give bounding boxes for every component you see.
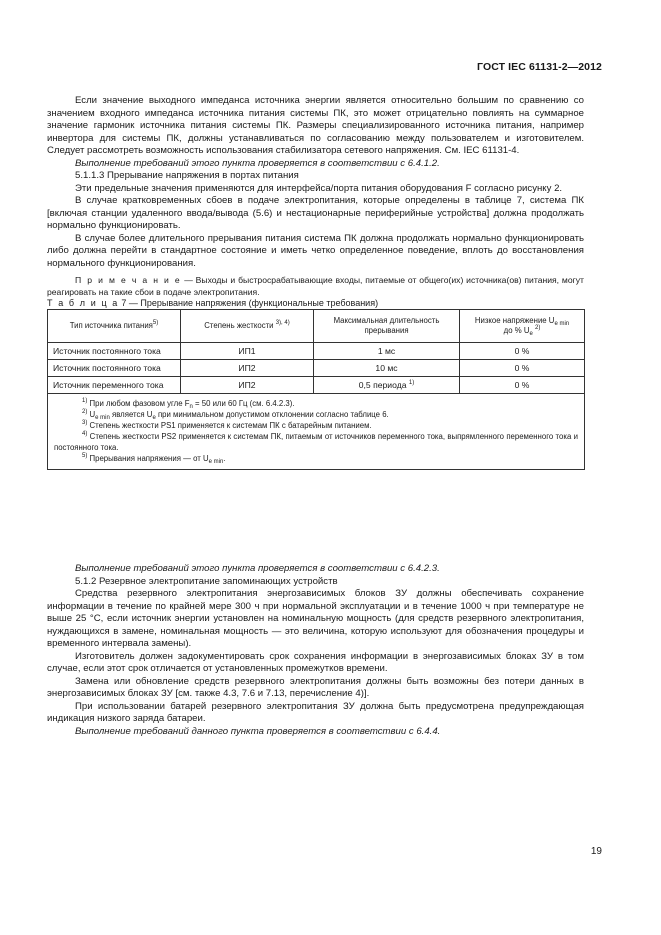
- table-caption-label: Т а б л и ц а: [47, 298, 119, 308]
- paragraph-replacement: Замена или обновление средств резервного электропитания должны быть возможны без потери данных в энергозависимых блоках ЗУ [см. также 4.3, 7.6 и 7.13, перечисление 4)].: [47, 675, 584, 699]
- paragraph-long-interruptions: В случае более длительного прерывания питания система ПК должна продолжать нормально функционировать либо должна перейти в стандартное состояние и иметь четко определенное поведение, вплоть до восстановления нормального функционирования.: [47, 232, 584, 269]
- main-text-bottom: [47, 563, 584, 738]
- paragraph-verification-6-4-4: Выполнение требований данного пункта проверяется в соответствии с 6.4.4.: [75, 725, 441, 737]
- cell-severity-level: ИП1: [181, 343, 314, 360]
- paragraph-verification-6-4-1-2: Выполнение требований этого пункта проверяется в соответствии с 6.4.1.2.: [75, 157, 440, 169]
- table-footnotes: [48, 394, 585, 470]
- paragraph-limits: Эти предельные значения применяются для интерфейса/порта питания оборудования F согласно рисунку 2.: [75, 182, 563, 194]
- cell-duration: 10 мс: [314, 360, 460, 377]
- footnote-2: $^{2)}$ $U_{e min}$ является $U_e$ при минимальном допустимом отклонении согласно таблице 6.: [82, 409, 389, 421]
- header-low-voltage: Низкое напряжение $U_{e min}$ до % $U_e$ $^{2)}$: [460, 310, 585, 343]
- paragraph-retention-docs: Изготовитель должен задокументировать срок сохранения информации в энергозависимых блоках ЗУ в том случае, если этот срок отличается от установленных промежутков времени.: [47, 650, 584, 674]
- note-label: П р и м е ч а н и е: [75, 275, 182, 285]
- footnote-5: $^{5)}$ Прерывания напряжения — от $U_{e min}$.: [82, 453, 226, 465]
- section-heading-5-1-2: 5.1.2 Резервное электропитание запоминающих устройств: [75, 575, 338, 587]
- cell-power-type: Источник постоянного тока: [48, 360, 181, 377]
- table-row: [48, 343, 585, 360]
- cell-severity-level: ИП2: [181, 377, 314, 394]
- cell-power-type: Источник постоянного тока: [48, 343, 181, 360]
- paragraph-impedance: Если значение выходного импеданса источника энергии является относительно большим по сравнению со значением входного импеданса источника питания системы ПК, это может отрицательно повлиять на суммарное значение гармоник источника питания системы ПК. Размеры специализированного источника питания, например инвертора для системы ПК, должны устанавливаться по согласованию между пользователем и изготовителем. Следует рассмотреть возможность использования стабилизатора сетевого напряжения. См. IEC 61131-4.: [47, 95, 584, 156]
- page-number: 19: [590, 846, 602, 857]
- cell-severity-level: ИП2: [181, 360, 314, 377]
- table-row: [48, 360, 585, 377]
- note: [47, 275, 584, 298]
- paragraph-low-battery: При использовании батарей резервного электропитания ЗУ должна быть предусмотрена предупреждающая индикация низкого заряда батареи.: [47, 700, 584, 724]
- table-header-row: [48, 310, 585, 343]
- header-severity-level: Степень жесткости $^{3), 4)}$: [181, 310, 314, 343]
- footnote-1: $^{1)}$ При любом фазовом угле $F_n = 50$ или 60 Гц (см. 6.4.2.3).: [82, 398, 295, 410]
- cell-duration: 1 мс: [314, 343, 460, 360]
- table-caption: [47, 298, 584, 309]
- paragraph-backup-power: Средства резервного электропитания энергозависимых блоков ЗУ должны обеспечивать сохранение информации в течение по крайней мере 300 ч при нормальной эксплуатации и в течение 1000 ч при температуре не выше 25 °C, если источник энергии установлен на номинальную мощность (для средств резервного электропитания, нуждающихся в замене, номинальная мощность — это величина, которую используют для обозначения процедуры и временного интервала замены).: [47, 588, 584, 649]
- footnote-3: $^{3)}$ Степень жесткости PS1 применяется к системам ПК с батарейным питанием.: [82, 420, 372, 430]
- cell-power-type: Источник переменного тока: [48, 377, 181, 394]
- header-max-duration: Максимальная длительность прерывания: [314, 310, 460, 343]
- cell-voltage: 0 %: [460, 343, 585, 360]
- paragraph-short-interruptions: В случае кратковременных сбоев в подаче электропитания, которые определены в таблице 7, система ПК [включая станции удаленного ввода/вывода (5.6) и нестационарные периферийные устройства] должна продолжать нормально функционировать.: [47, 195, 584, 231]
- table-row: [48, 377, 585, 394]
- cell-voltage: 0 %: [460, 360, 585, 377]
- note-text: — Выходы и быстросрабатывающие входы, питаемые от общего(их) источника(ов) питания, могут реагировать на такие сбои в подаче электропитания.: [47, 275, 584, 297]
- footnote-4: $^{4)}$ Степень жесткости PS2 применяется к системам ПК, питаемым от источников переменного тока, выпрямленного переменного тока и постоянного тока.: [54, 431, 578, 452]
- cell-voltage: 0 %: [460, 377, 585, 394]
- paragraph-verification-6-4-2-3: Выполнение требований этого пункта проверяется в соответствии с 6.4.2.3.: [75, 563, 440, 574]
- document-header: ГОСТ IEC 61131-2—2012: [477, 61, 602, 73]
- voltage-interruption-table: [47, 309, 585, 470]
- header-power-type: Тип источника питания$^{5)}$: [48, 310, 181, 343]
- section-heading-5-1-1-3: 5.1.1.3 Прерывание напряжения в портах питания: [75, 170, 299, 181]
- table-caption-text: 7 — Прерывание напряжения (функциональные требования): [118, 298, 379, 308]
- table-footnotes-row: [48, 394, 585, 470]
- cell-duration: 0,5 периода $^{1)}$: [314, 377, 460, 394]
- main-text: [47, 95, 584, 470]
